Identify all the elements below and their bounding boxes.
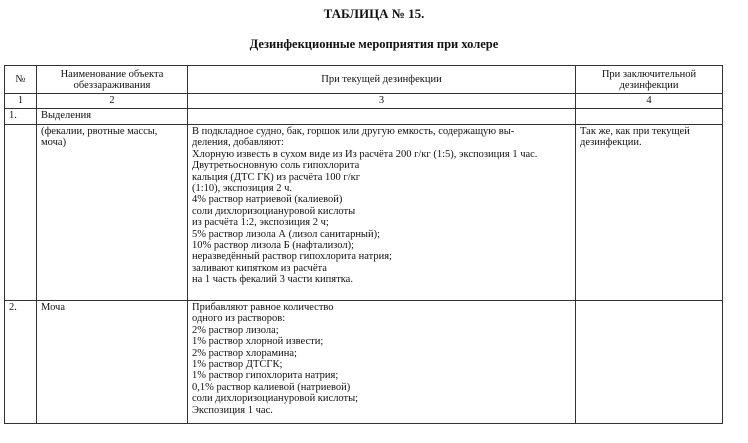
current-line: 1% раствор гипохлорита натрия; [192,370,339,382]
header-current: При текущей дезинфекции [188,66,576,94]
row-final [576,109,723,125]
document-title: ТАБЛИЦА № 15. [323,6,425,21]
current-line: заливают кипятком из расчёта [192,262,327,274]
current-line: одного из растворов: [192,313,286,325]
row-number [5,125,37,301]
current-line: Прибавляют равное количество [192,302,334,313]
column-number: 4 [576,94,723,109]
row-final [576,301,723,424]
current-line: В подкладное судно, бак, горшок или другую емкость, содержащую вы- [192,126,515,137]
current-line: 10% раствор лизола Б (нафтализол); [192,240,355,252]
row-final: Так же, как при текущей дезинфекции. [576,125,723,301]
current-line: 2% раствор лизола; [192,324,279,336]
column-number: 2 [37,94,188,109]
row-current [188,301,576,424]
current-line: Хлорную известь в сухом виде из Из расчёта 200 г/кг (1:5), экспозиция 1 час. [192,148,538,160]
current-line: из расчёта 1:2, экспозиция 2 ч; [192,217,329,229]
header-final: При заключительной дезинфекции [576,66,723,94]
table-row [5,109,723,125]
column-number: 3 [188,94,576,109]
current-line: соли дихлоризоциануровой кислоты [192,205,356,217]
current-line: 1% раствор хлорной извести; [192,336,324,348]
current-line: 1% раствор ДТСГК; [192,359,283,371]
column-number-row [5,94,723,109]
header-num: № [5,66,37,94]
disinfection-table [4,65,723,424]
row-object: (фекалии, рвотные массы, моча) [37,125,188,301]
current-line: (1:10), экспозиция 2 ч. [192,183,293,195]
current-line: неразведённый раствор гипохлорита натрия; [192,251,392,263]
row-number: 2. [5,301,37,424]
row-number: 1. [5,109,37,125]
current-line: 2% раствор хлорамина; [192,347,297,359]
current-line: кальция (ДТС ГК) из расчёта 100 г/кг [192,171,361,183]
current-line: 0,1% раствор калиевой (натриевой) [192,381,351,393]
current-line: Двутретьосновную соль гипохлорита [192,160,360,172]
table-row [5,301,723,424]
table-header-row [5,66,723,94]
current-line: 5% раствор лизола А (лизол санитарный); [192,228,381,240]
row-object: Выделения [37,109,188,125]
current-line: 4% раствор натриевой (калиевой) [192,194,343,206]
table-row [5,125,723,301]
row-object: Моча [37,301,188,424]
row-current [188,125,576,301]
current-line: на 1 часть фекалий 3 части кипятка. [192,274,353,286]
current-line: соли дихлоризоциануровой кислоты; [192,393,359,405]
current-line: деления, добавляют: [192,137,284,149]
document-subtitle: Дезинфекционные мероприятия при холере [249,37,499,51]
column-number: 1 [5,94,37,109]
header-object: Наименование объекта обеззараживания [37,66,188,94]
row-current [188,109,576,125]
current-line: Экспозиция 1 час. [192,404,273,416]
